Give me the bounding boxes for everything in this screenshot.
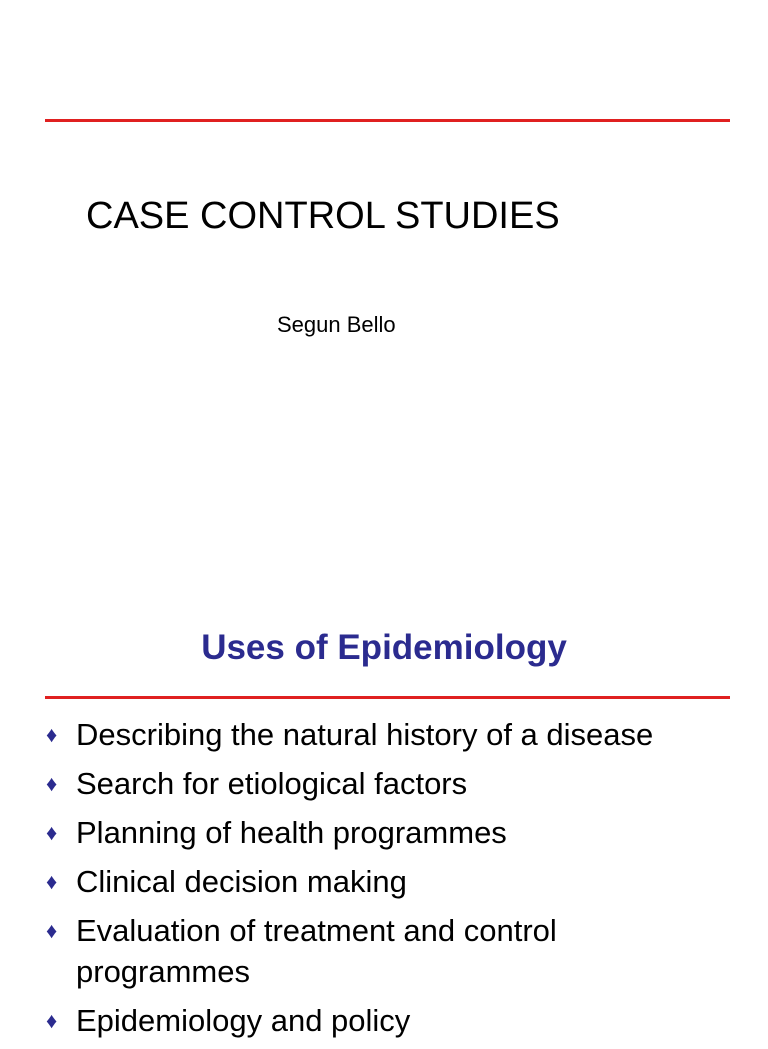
slide-heading: Uses of Epidemiology — [201, 628, 567, 667]
bullet-text: Describing the natural history of a disease — [76, 717, 654, 752]
bullet-text: Epidemiology and policy — [76, 1003, 411, 1038]
bullet-text: Planning of health programmes — [76, 815, 507, 850]
diamond-bullet-icon: ♦ — [46, 722, 58, 747]
bullet-item — [0, 861, 726, 902]
bullet-item — [0, 812, 726, 853]
diamond-bullet-icon: ♦ — [46, 1008, 58, 1033]
presentation-title: CASE CONTROL STUDIES — [86, 195, 560, 237]
diamond-bullet-icon: ♦ — [46, 771, 58, 796]
diamond-bullet-icon: ♦ — [46, 820, 58, 845]
author-name: Segun Bello — [277, 312, 396, 337]
diamond-bullet-icon: ♦ — [46, 918, 58, 943]
bullet-item — [0, 1000, 726, 1041]
slide-uses-of-epidemiology — [0, 576, 768, 1038]
bullet-item — [0, 714, 726, 755]
bullet-item — [0, 763, 726, 804]
title-rule — [45, 119, 730, 122]
bullet-list — [0, 714, 768, 1049]
bullet-item — [0, 910, 726, 992]
diamond-bullet-icon: ♦ — [46, 869, 58, 894]
bullet-text: Evaluation of treatment and control programmes — [76, 913, 557, 989]
heading-rule — [45, 696, 730, 699]
bullet-text: Search for etiological factors — [76, 766, 468, 801]
bullet-text: Clinical decision making — [76, 864, 407, 899]
